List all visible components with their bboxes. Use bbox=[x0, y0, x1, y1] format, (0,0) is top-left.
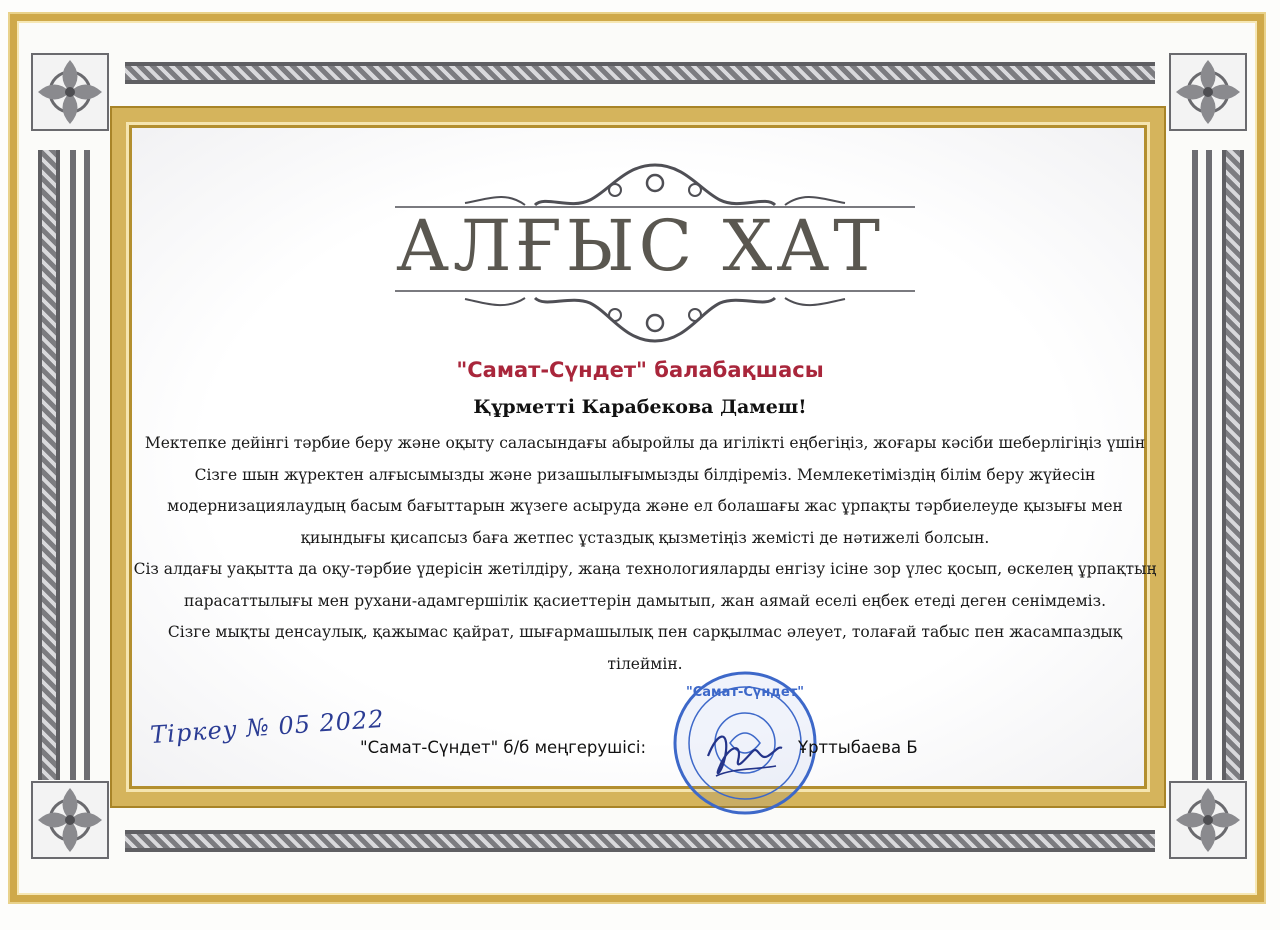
stamp-text: "Самат-Сүндет" bbox=[685, 685, 805, 700]
right-stripe bbox=[1192, 150, 1198, 780]
certificate-title: АЛҒЫС ХАТ bbox=[396, 205, 884, 287]
corner-ornament-icon bbox=[30, 780, 110, 860]
left-stripe bbox=[70, 150, 76, 780]
bottom-braid-band bbox=[125, 830, 1155, 852]
certificate-body bbox=[130, 428, 1160, 680]
signatory-name: Ұрттыбаева Б bbox=[798, 738, 918, 757]
body-paragraph: Сізге мықты денсаулық, қажымас қайрат, шығармашылық пен сарқылмас әлеует, толағай табыс пен жасампаздық тілеймін. bbox=[167, 623, 1123, 673]
title-bottom-flourish-icon bbox=[395, 283, 915, 353]
left-braid-band bbox=[38, 150, 60, 780]
right-stripe bbox=[1206, 150, 1212, 780]
corner-ornament-icon bbox=[30, 52, 110, 132]
organization-name: "Самат-Сүндет" балабақшасы bbox=[456, 358, 824, 382]
left-stripe bbox=[84, 150, 90, 780]
body-paragraph: Сіз алдағы уақытта да оқу-тәрбие үдерісін жетілдіру, жаңа технологияларды енгізу ісіне зор үлес қосып, өскелең ұрпақтың парасаттылығы мен рухани-адамгершілік қасиеттерін дамытып, жан аямай еселі еңбек етеді деген сенімдеміз. bbox=[133, 560, 1157, 610]
right-braid-band bbox=[1222, 150, 1244, 780]
registration-note: Тіркеу № 05 2022 bbox=[149, 704, 386, 750]
signature-icon bbox=[698, 726, 788, 786]
body-paragraph: Мектепке дейінгі тәрбие беру және оқыту саласындағы абыройлы да игілікті еңбегіңіз, жоғары кәсіби шеберлігіңіз үшін Сізге шын жүректен алғысымызды және ризашылығымызды білдіреміз. Мемлекетіміздің білім беру жүйесін модернизациялаудың басым бағыттарын жүзеге асыруда және ел болашағы жас ұрпақты тәрбиелеуде қызығы мен қиындығы қисапсыз баға жетпес ұстаздық қызметіңіз жемісті де нәтижелі болсын. bbox=[144, 434, 1146, 547]
signatory-position: "Самат-Сүндет" б/б меңгерушісі: bbox=[360, 738, 647, 757]
recipient-greeting: Құрметті Карабекова Дамеш! bbox=[473, 396, 807, 418]
top-braid-band bbox=[125, 62, 1155, 84]
corner-ornament-icon bbox=[1168, 52, 1248, 132]
corner-ornament-icon bbox=[1168, 780, 1248, 860]
